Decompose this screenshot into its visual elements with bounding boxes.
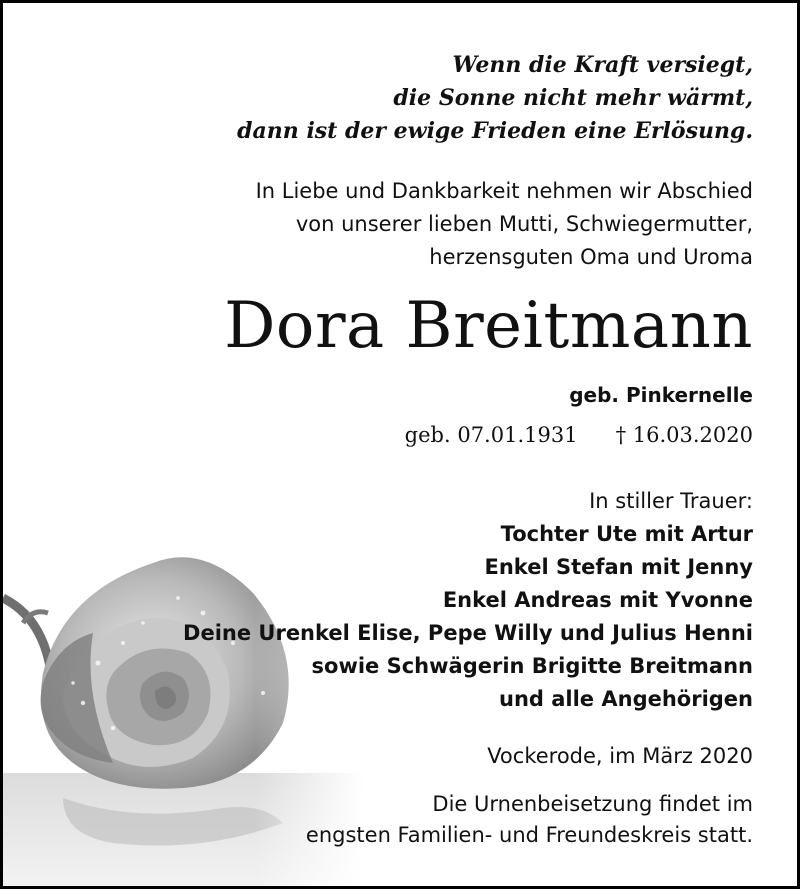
- verse-line: dann ist der ewige Frieden eine Erlösung.: [237, 118, 753, 144]
- intro-line: von unserer lieben Mutti, Schwiegermutter,: [295, 212, 753, 236]
- verse-line: die Sonne nicht mehr wärmt,: [393, 85, 753, 111]
- birth-name: geb. Pinkernelle: [569, 383, 753, 407]
- mourner-entry: Deine Urenkel Elise, Pepe Willy und Julius Henni: [183, 621, 753, 645]
- burial-note: [123, 789, 753, 851]
- mourner-entry: Enkel Stefan mit Jenny: [484, 555, 753, 579]
- mourner-entry: Tochter Ute mit Artur: [500, 522, 753, 546]
- intro-line: In Liebe und Dankbarkeit nehmen wir Abschied: [255, 179, 753, 203]
- mourners-heading: In stiller Trauer:: [589, 489, 753, 513]
- verse: [123, 49, 753, 148]
- mourner-entry: und alle Angehörigen: [499, 687, 753, 711]
- intro-text: [123, 175, 753, 274]
- birth-date: geb. 07.01.1931: [404, 423, 578, 447]
- death-date: † 16.03.2020: [615, 423, 753, 447]
- life-dates: [123, 419, 753, 451]
- place-date: Vockerode, im März 2020: [487, 744, 753, 768]
- intro-line: herzensguten Oma und Uroma: [429, 245, 753, 269]
- mourners-list: [123, 485, 753, 716]
- verse-line: Wenn die Kraft versiegt,: [452, 52, 753, 78]
- burial-note-line: engsten Familien- und Freundeskreis statt.: [305, 823, 753, 847]
- burial-note-line: Die Urnenbeisetzung findet im: [432, 792, 753, 816]
- mourner-entry: Enkel Andreas mit Yvonne: [442, 588, 753, 612]
- deceased-name: Dora Breitmann: [224, 289, 753, 363]
- mourner-entry: sowie Schwägerin Brigitte Breitmann: [311, 654, 753, 678]
